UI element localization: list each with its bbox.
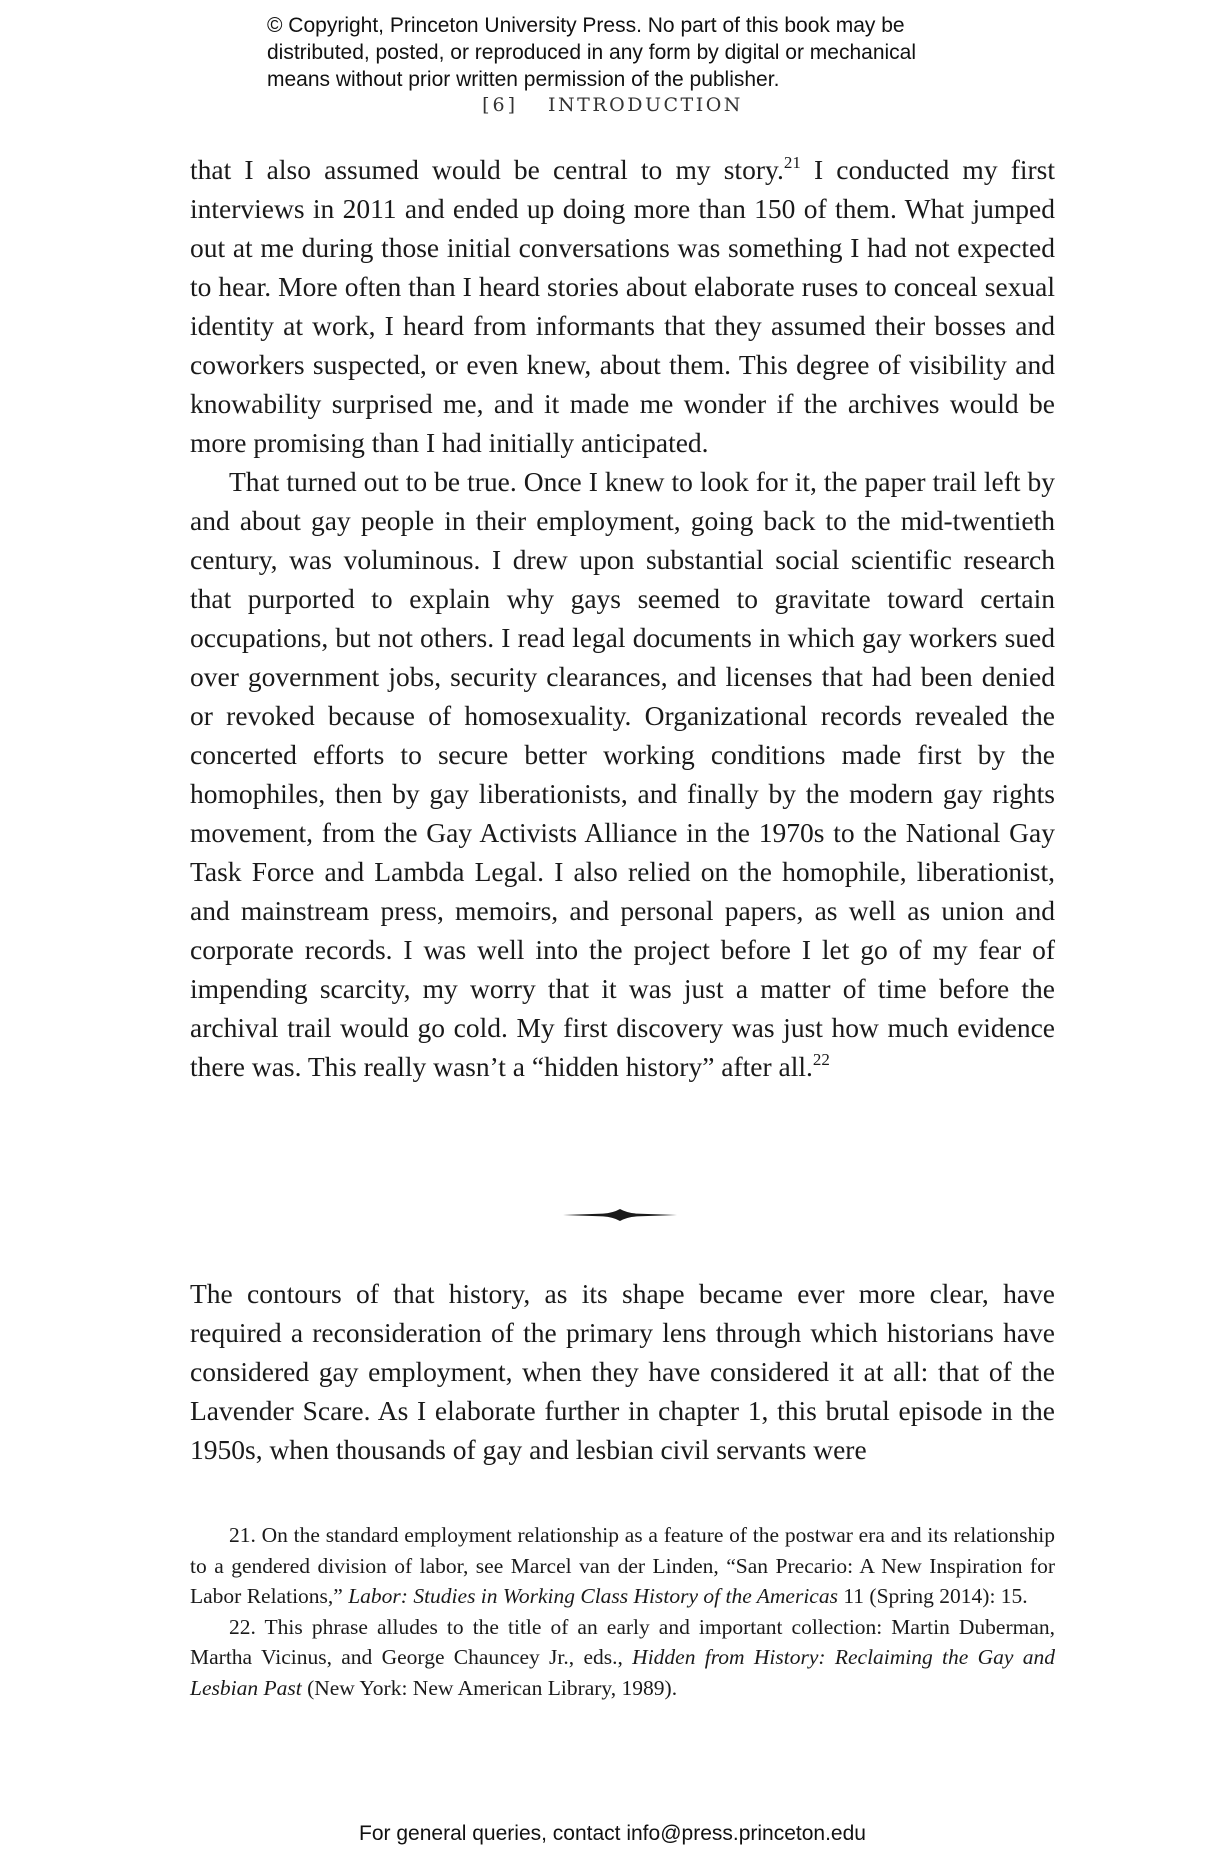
footnote-22-text-a: This phrase alludes to the title of an early and important collection: Martin Duberman, Martha Vicinus, and George Chauncey Jr., eds., bbox=[190, 1614, 1055, 1669]
footnote-22-text-b: (New York: New American Library, 1989). bbox=[301, 1675, 678, 1700]
footnotes bbox=[190, 1520, 1055, 1703]
footnote-21-text-a: On the standard employment relationship as a feature of the postwar era and its relationship to a gendered division of labor, see Marcel van der Linden, “San Precario: A New Inspiration for Labor Relations,” bbox=[190, 1523, 1056, 1608]
copyright-line-2: distributed, posted, or reproduced in any form by digital or mechanical bbox=[267, 41, 917, 64]
paragraph-2 bbox=[190, 462, 1055, 1086]
running-head bbox=[0, 94, 1225, 116]
paragraph-1-text-b: I conducted my first interviews in 2011 and ended up doing more than 150 of them. What jumped out at me during those initial conversations was something I had not expected to hear. More often than I heard stories about elaborate ruses to conceal sexual identity at work, I heard from informants that they assumed their bosses and coworkers suspected, or even knew, about them. This degree of visibility and knowability surprised me, and it made me wonder if the archives would be more promising than I had initially anticipated. bbox=[190, 154, 1056, 458]
footnote-22 bbox=[190, 1612, 1055, 1704]
copyright-line-3: means without prior written permission of the publisher. bbox=[267, 68, 780, 91]
contact-footer: For general queries, contact info@press.princeton.edu bbox=[359, 1822, 866, 1845]
footnote-21 bbox=[190, 1520, 1055, 1612]
page-number: [6] bbox=[482, 94, 518, 116]
copyright-line-1: © Copyright, Princeton University Press. No part of this book may be bbox=[267, 14, 905, 37]
section-break-ornament bbox=[563, 1208, 677, 1222]
main-text-block-1 bbox=[190, 150, 1055, 1086]
paragraph-1 bbox=[190, 150, 1055, 462]
footnote-22-number: 22. bbox=[229, 1614, 256, 1639]
paragraph-2-text: That turned out to be true. Once I knew to look for it, the paper trail left by and about gay people in their employment, going back to the mid-twentieth century, was voluminous. I drew upon substantial social scientific research that purported to explain why gays seemed to gravitate toward certain occupations, but not others. I read legal documents in which gay workers sued over government jobs, security clearances, and licenses that had been denied or revoked because of homosexuality. Organizational records revealed the concerted efforts to secure better working conditions made first by the homophiles, then by gay liberationists, and finally by the modern gay rights movement, from the Gay Activists Alliance in the 1970s to the National Gay Task Force and Lambda Legal. I also relied on the homophile, liberationist, and mainstream press, memoirs, and personal papers, as well as union and corporate records. I was well into the project before I let go of my fear of impending scarcity, my worry that it was just a matter of time before the archival trail would go cold. My first discovery was just how much evidence there was. This really wasn’t a “hidden history” after all. bbox=[190, 466, 1055, 1082]
running-title: INTRODUCTION bbox=[548, 94, 743, 116]
main-text-block-2 bbox=[190, 1274, 1055, 1469]
paragraph-3: The contours of that history, as its shape became ever more clear, have required a reconsideration of the primary lens through which historians have considered gay employment, when they have considered it at all: that of the Lavender Scare. As I elaborate further in chapter 1, this brutal episode in the 1950s, when thousands of gay and lesbian civil servants were bbox=[190, 1278, 1055, 1465]
footnote-21-number: 21. bbox=[229, 1523, 256, 1547]
footnote-ref-22: 22 bbox=[812, 1050, 830, 1069]
footnote-21-text-b: 11 (Spring 2014): 15. bbox=[837, 1584, 1028, 1608]
footnote-22-italic: Hidden from History: Reclaiming the Gay and Lesbian Past bbox=[190, 1645, 1055, 1700]
paragraph-1-text-a: that I also assumed would be central to my story. bbox=[190, 154, 784, 185]
ornament-shape bbox=[563, 1209, 677, 1221]
footnote-ref-21: 21 bbox=[783, 153, 801, 172]
footnote-21-italic: Labor: Studies in Working Class History of the Americas bbox=[348, 1584, 838, 1608]
copyright-notice bbox=[267, 12, 1027, 93]
